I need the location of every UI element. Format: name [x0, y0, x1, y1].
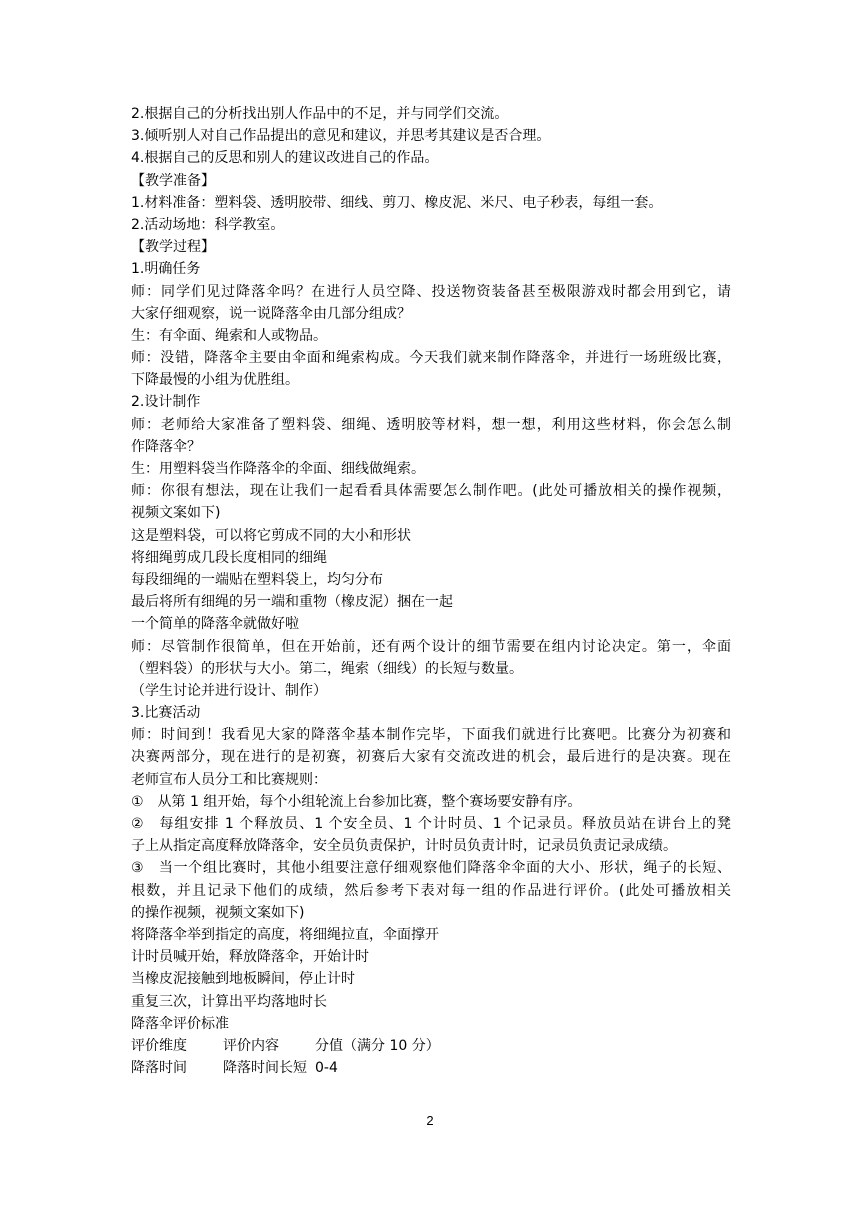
- section-heading: 【教学准备】: [131, 172, 215, 189]
- text-line: 根数，并且记录下他们的成绩，然后参考下表对每一组的作品进行评价。(此处可播放相关: [131, 882, 731, 899]
- text-line: 师：同学们见过降落伞吗？在进行人员空降、投送物资装备甚至极限游戏时都会用到它，请: [131, 283, 731, 300]
- table-header-cell: 评价维度: [131, 1037, 187, 1054]
- text-line: 下降最慢的小组为优胜组。: [131, 372, 299, 389]
- text-line: 师：时间到！我看见大家的降落伞基本制作完毕，下面我们就进行比赛吧。比赛分为初赛和: [131, 727, 731, 744]
- text-line: 将降落伞举到指定的高度，将细绳拉直，伞面撑开: [131, 926, 439, 943]
- text-line: 师：尽管制作很简单，但在开始前，还有两个设计的细节需要在组内讨论决定。第一，伞面: [131, 638, 731, 655]
- text-line: 的操作视频，视频文案如下): [131, 904, 305, 921]
- table-cell: 降落时间: [131, 1060, 187, 1077]
- text-line: 当橡皮泥接触到地板瞬间，停止计时: [131, 971, 355, 988]
- text-line: 生：用塑料袋当作降落伞的伞面、细线做绳索。: [131, 461, 425, 477]
- text-line: 3.倾听别人对自己作品提出的意见和建议，并思考其建议是否合理。: [131, 128, 551, 145]
- text-line: 4.根据自己的反思和别人的建议改进自己的作品。: [131, 150, 439, 167]
- text-line: 师：老师给大家准备了塑料袋、细绳、透明胶等材料，想一想，利用这些材料，你会怎么制: [131, 416, 731, 433]
- text-line: 决赛两部分，现在进行的是初赛，初赛后大家有交流改进的机会，最后进行的是决赛。现在: [131, 749, 731, 766]
- table-header-cell: 分值（满分 10 分）: [315, 1037, 440, 1054]
- text-line: 2.根据自己的分析找出别人作品中的不足，并与同学们交流。: [131, 106, 509, 122]
- subsection-heading: 1.明确任务: [131, 261, 201, 278]
- text-line: 这是塑料袋，可以将它剪成不同的大小和形状: [131, 527, 411, 544]
- table-header-cell: 评价内容: [223, 1037, 279, 1054]
- table-header-row: [131, 1035, 731, 1057]
- text-line: 计时员喊开始，释放降落伞，开始计时: [131, 949, 369, 966]
- text-line: 视频文案如下): [131, 505, 221, 522]
- document-body: [131, 103, 731, 1079]
- text-line: 每段细绳的一端贴在塑料袋上，均匀分布: [131, 571, 383, 588]
- table-cell: 0-4: [315, 1060, 338, 1077]
- table-caption: 降落伞评价标准: [131, 1015, 229, 1032]
- text-line: 大家仔细观察，说一说降落伞由几部分组成？: [131, 305, 411, 322]
- text-line: （学生讨论并进行设计、制作）: [131, 682, 327, 699]
- text-line: 子上从指定高度释放降落伞，安全员负责保护，计时员负责计时，记录员负责记录成绩。: [131, 838, 677, 855]
- table-cell: 降落时间长短: [223, 1060, 307, 1077]
- text-line: 1.材料准备：塑料袋、透明胶带、细线、剪刀、橡皮泥、米尺、电子秒表，每组一套。: [131, 194, 663, 211]
- subsection-heading: 3.比赛活动: [131, 705, 201, 722]
- table-row: [131, 1057, 731, 1079]
- text-line: 师：你很有想法，现在让我们一起看看具体需要怎么制作吧。(此处可播放相关的操作视频，: [131, 483, 731, 500]
- text-line: 老师宣布人员分工和比赛规则：: [131, 771, 327, 788]
- page-number: 2: [426, 1113, 434, 1128]
- text-line: 生：有伞面、绳索和人或物品。: [131, 327, 327, 344]
- list-item: ① 从第 1 组开始，每个小组轮流上台参加比赛，整个赛场要安静有序。: [131, 793, 582, 810]
- subsection-heading: 2.设计制作: [131, 394, 201, 411]
- text-line: 一个简单的降落伞就做好啦: [131, 616, 299, 633]
- text-line: 作降落伞？: [131, 438, 201, 455]
- text-line: 最后将所有细绳的另一端和重物（橡皮泥）捆在一起: [131, 594, 453, 611]
- list-item: ② 每组安排 1 个释放员、1 个安全员、1 个计时员、1 个记录员。释放员站在讲台上的凳: [131, 816, 731, 832]
- section-heading: 【教学过程】: [131, 239, 215, 256]
- text-line: （塑料袋）的形状与大小。第二，绳索（细线）的长短与数量。: [131, 660, 523, 677]
- text-line: 将细绳剪成几段长度相同的细绳: [131, 549, 327, 566]
- text-line: 2.活动场地：科学教室。: [131, 216, 285, 233]
- text-line: 师：没错，降落伞主要由伞面和绳索构成。今天我们就来制作降落伞，并进行一场班级比赛，: [131, 350, 731, 367]
- text-line: 重复三次，计算出平均落地时长: [131, 993, 327, 1010]
- list-item: ③ 当一个组比赛时，其他小组要注意仔细观察他们降落伞伞面的大小、形状，绳子的长短、: [131, 860, 731, 877]
